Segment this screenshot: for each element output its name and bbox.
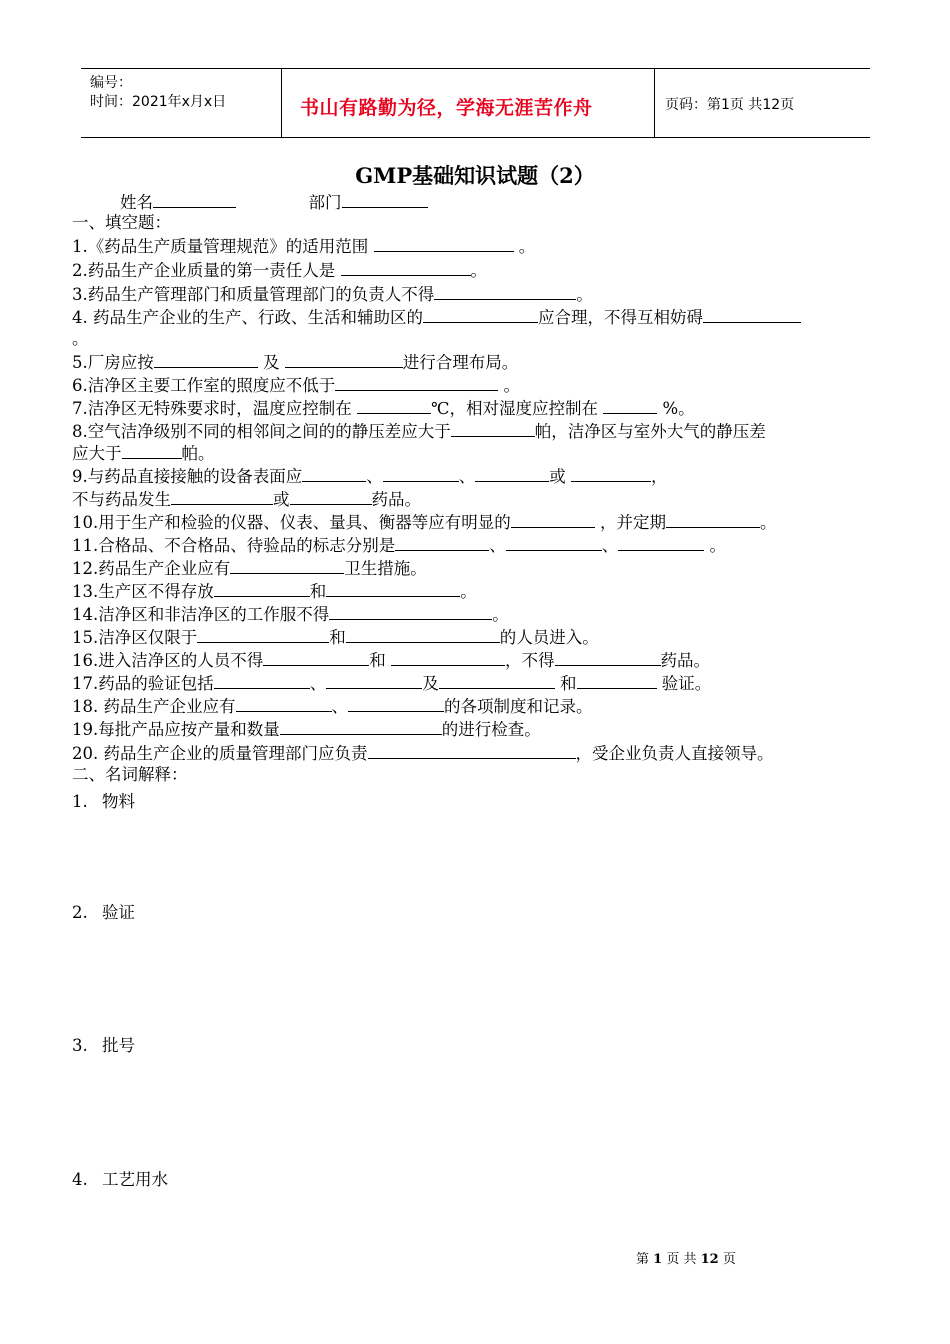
answer-blank[interactable] bbox=[348, 694, 444, 712]
answer-blank[interactable] bbox=[618, 533, 704, 551]
question-15: 15.洁净区仅限于 和 的人员进入。 bbox=[72, 625, 599, 649]
answer-blank[interactable] bbox=[280, 717, 442, 735]
answer-blank[interactable] bbox=[383, 464, 459, 482]
answer-blank[interactable] bbox=[326, 579, 460, 597]
answer-blank[interactable] bbox=[368, 741, 576, 759]
answer-blank[interactable] bbox=[285, 350, 403, 368]
header-divider bbox=[281, 69, 282, 137]
question-11: 11.合格品、不合格品、待验品的标志分别是 、 、 。 bbox=[72, 533, 726, 557]
section-heading: 一、填空题： bbox=[72, 213, 171, 232]
question-3: 3.药品生产管理部门和质量管理部门的负责人不得 。 bbox=[72, 282, 593, 306]
answer-blank[interactable] bbox=[603, 396, 657, 414]
answer-blank[interactable] bbox=[214, 671, 310, 689]
question-8-cont: 应大于 帕。 bbox=[72, 441, 215, 465]
answer-blank[interactable] bbox=[214, 579, 310, 597]
answer-blank[interactable] bbox=[374, 234, 514, 252]
question-14: 14.洁净区和非洁净区的工作服不得 。 bbox=[72, 602, 509, 626]
answer-blank[interactable] bbox=[571, 464, 651, 482]
question-6: 6.洁净区主要工作室的照度应不低于 。 bbox=[72, 373, 520, 397]
question-18: 18. 药品生产企业应有 、 的各项制度和记录。 bbox=[72, 694, 593, 718]
page-total: 12 bbox=[700, 1252, 719, 1267]
question-1: 1.《药品生产质量管理规范》的适用范围 。 bbox=[72, 234, 535, 258]
dept-blank[interactable] bbox=[342, 190, 428, 208]
answer-blank[interactable] bbox=[154, 350, 258, 368]
header-divider bbox=[654, 69, 655, 137]
motto-text: 书山有路勤为径，学海无涯苦作舟 bbox=[300, 97, 593, 119]
answer-blank[interactable] bbox=[475, 464, 549, 482]
question-19: 19.每批产品应按产量和数量 的进行检查。 bbox=[72, 717, 541, 741]
answer-blank[interactable] bbox=[577, 671, 657, 689]
answer-blank[interactable] bbox=[197, 625, 329, 643]
answer-blank[interactable] bbox=[230, 556, 344, 574]
question-13: 13.生产区不得存放 和 。 bbox=[72, 579, 477, 603]
answer-blank[interactable] bbox=[122, 441, 182, 459]
question-12: 12.药品生产企业应有 卫生措施。 bbox=[72, 556, 427, 580]
answer-blank[interactable] bbox=[423, 305, 538, 323]
page-number: 1 bbox=[653, 1252, 663, 1267]
number-label: 编号： bbox=[90, 75, 132, 91]
question-9: 9.与药品直接接触的设备表面应 、 、 或 ， bbox=[72, 464, 668, 488]
name-blank[interactable] bbox=[153, 190, 236, 208]
answer-blank[interactable] bbox=[236, 694, 332, 712]
term-item: 1. 物料 bbox=[72, 792, 135, 811]
dept-label: 部门 bbox=[308, 193, 342, 212]
answer-blank[interactable] bbox=[171, 487, 273, 505]
term-item: 3. 批号 bbox=[72, 1036, 135, 1055]
answer-blank[interactable] bbox=[329, 602, 492, 620]
document-header bbox=[81, 68, 870, 138]
question-17: 17.药品的验证包括 、 及 和 验证。 bbox=[72, 671, 711, 695]
answer-blank[interactable] bbox=[506, 533, 602, 551]
question-2: 2.药品生产企业质量的第一责任人是 。 bbox=[72, 258, 487, 282]
term-item: 4. 工艺用水 bbox=[72, 1170, 168, 1189]
answer-blank[interactable] bbox=[395, 533, 489, 551]
question-9-cont: 不与药品发生 或 药品。 bbox=[72, 487, 421, 511]
name-label: 姓名 bbox=[120, 193, 153, 212]
answer-blank[interactable] bbox=[263, 648, 369, 666]
page-footer: 第 1 页 共 12 页 bbox=[636, 1252, 736, 1267]
answer-blank[interactable] bbox=[346, 625, 500, 643]
question-5: 5.厂房应按 及 进行合理布局。 bbox=[72, 350, 518, 374]
answer-blank[interactable] bbox=[341, 258, 471, 276]
term-item: 2. 验证 bbox=[72, 903, 135, 922]
answer-blank[interactable] bbox=[290, 487, 372, 505]
answer-blank[interactable] bbox=[451, 419, 535, 437]
answer-blank[interactable] bbox=[703, 305, 801, 323]
section-heading: 二、名词解释： bbox=[72, 765, 188, 784]
answer-blank[interactable] bbox=[335, 373, 498, 391]
answer-blank[interactable] bbox=[357, 396, 431, 414]
question-4-cont: 。 bbox=[72, 329, 89, 348]
answer-blank[interactable] bbox=[302, 464, 366, 482]
question-20: 20. 药品生产企业的质量管理部门应负责 ，受企业负责人直接领导。 bbox=[72, 741, 774, 765]
answer-blank[interactable] bbox=[326, 671, 422, 689]
answer-blank[interactable] bbox=[439, 671, 555, 689]
answer-blank[interactable] bbox=[434, 282, 576, 300]
info-line bbox=[120, 190, 428, 214]
question-10: 10.用于生产和检验的仪器、仪表、量具、衡器等应有明显的 ，并定期 。 bbox=[72, 510, 777, 534]
answer-blank[interactable] bbox=[666, 510, 760, 528]
answer-blank[interactable] bbox=[391, 648, 505, 666]
answer-blank[interactable] bbox=[511, 510, 595, 528]
time-label: 时间：2021年x月x日 bbox=[90, 94, 227, 110]
question-8: 8.空气洁净级别不同的相邻间之间的的静压差应大于 帕，洁净区与室外大气的静压差 bbox=[72, 419, 766, 443]
question-4: 4. 药品生产企业的生产、行政、生活和辅助区的 应合理，不得互相妨碍 bbox=[72, 305, 801, 329]
answer-blank[interactable] bbox=[555, 648, 661, 666]
page-title: GMP基础知识试题（2） bbox=[355, 163, 595, 188]
page-info: 页码：第1页 共12页 bbox=[665, 97, 795, 113]
question-16: 16.进入洁净区的人员不得 和 ，不得 药品。 bbox=[72, 648, 710, 672]
question-7: 7.洁净区无特殊要求时，温度应控制在 ℃，相对湿度应控制在 %。 bbox=[72, 396, 695, 420]
